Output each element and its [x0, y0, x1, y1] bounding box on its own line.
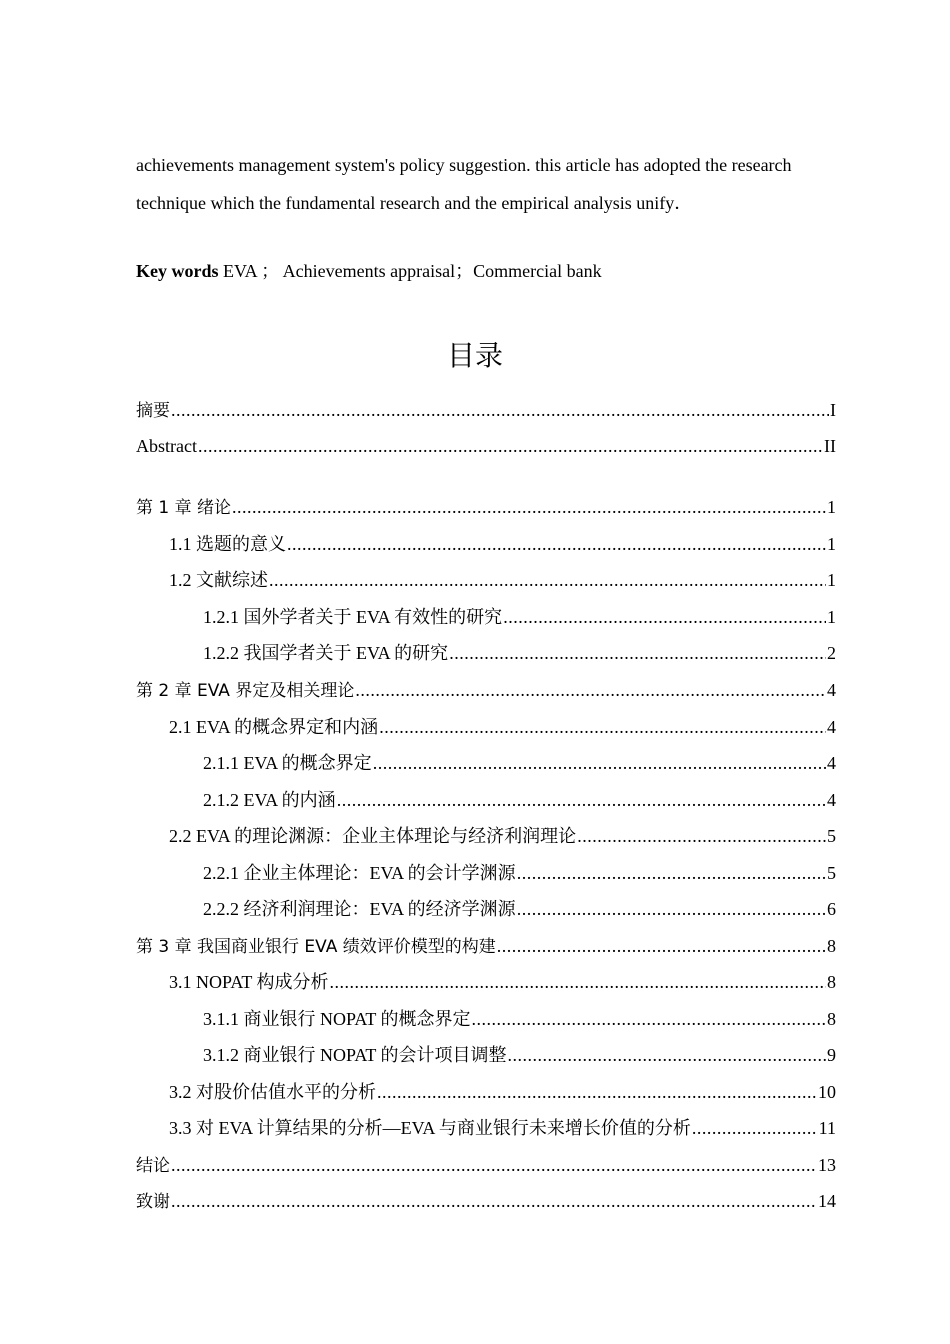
toc-page-number: 6	[827, 899, 836, 919]
toc-page-number: 4	[827, 790, 836, 810]
toc-dot-leader	[472, 1006, 826, 1032]
toc-dot-leader	[171, 397, 829, 423]
toc-dot-leader	[503, 604, 826, 630]
toc-entry-label: 1.2.2 我国学者关于 EVA 的研究	[203, 643, 449, 663]
toc-dot-leader	[379, 714, 826, 740]
toc-dot-leader	[337, 787, 826, 813]
toc-entry[interactable]	[203, 1042, 836, 1068]
toc-entry[interactable]	[169, 567, 836, 593]
keywords-text: EVA ； Achievements appraisal；Commercial bank	[218, 261, 602, 281]
toc-page-number: II	[824, 436, 836, 456]
toc-entry-label: 致谢	[136, 1192, 170, 1212]
toc-page-number: 8	[827, 936, 836, 956]
toc-entry-label: 3.2 对股价估值水平的分析	[169, 1082, 376, 1102]
toc-entry-label: 3.3 对 EVA 计算结果的分析—EVA 与商业银行未来增长价值的分析	[169, 1118, 691, 1138]
toc-entry-label: 3.1 NOPAT 构成分析	[169, 972, 329, 992]
toc-entry[interactable]	[203, 1006, 836, 1032]
toc-entry[interactable]	[203, 860, 836, 886]
toc-entry[interactable]	[136, 433, 836, 459]
toc-page-number: 4	[827, 680, 836, 700]
toc-page-number: 1	[827, 497, 836, 517]
abstract-line: technique which the fundamental research and the empirical analysis unify．	[136, 193, 693, 213]
toc-page-number: 5	[827, 863, 836, 883]
toc-page-number: 8	[827, 1009, 836, 1029]
toc-entry[interactable]	[169, 1115, 836, 1141]
toc-entry[interactable]	[169, 823, 836, 849]
toc-page-number: 4	[827, 753, 836, 773]
toc-dot-leader	[171, 1152, 817, 1178]
toc-entry[interactable]	[136, 397, 836, 423]
toc-dot-leader	[330, 969, 826, 995]
toc-entry[interactable]	[203, 604, 836, 630]
toc-entry-label: 2.2 EVA 的理论渊源：企业主体理论与经济利润理论	[169, 826, 577, 846]
toc-page-number: 13	[818, 1155, 836, 1175]
toc-page-number: 11	[818, 1118, 836, 1138]
toc-entry-label: 第 2 章 EVA 界定及相关理论	[136, 681, 355, 701]
toc-entry[interactable]	[169, 531, 836, 557]
toc-entry-label: 2.2.1 企业主体理论：EVA 的会计学渊源	[203, 863, 516, 883]
toc-entry-label: 2.2.2 经济利润理论：EVA 的经济学渊源	[203, 899, 516, 919]
toc-entry-label: Abstract	[136, 436, 197, 456]
toc-entry[interactable]	[203, 787, 836, 813]
toc-dot-leader	[171, 1188, 817, 1214]
toc-dot-leader	[517, 860, 826, 886]
toc-entry[interactable]	[203, 640, 836, 666]
toc-page-number: 2	[827, 643, 836, 663]
toc-dot-leader	[232, 494, 826, 520]
toc-dot-leader	[497, 933, 826, 959]
toc-entry[interactable]	[136, 677, 836, 703]
toc-entry-label: 2.1 EVA 的概念界定和内涵	[169, 717, 379, 737]
abstract-line: achievements management system's policy suggestion. this article has adopted the research	[136, 155, 792, 175]
toc-dot-leader	[692, 1115, 818, 1141]
toc-entry-label: 第 1 章 绪论	[136, 498, 232, 518]
toc-entry-label: 3.1.2 商业银行 NOPAT 的会计项目调整	[203, 1045, 507, 1065]
toc-page-number: 1	[827, 534, 836, 554]
toc-entry[interactable]	[203, 896, 836, 922]
toc-dot-leader	[377, 1079, 817, 1105]
abstract-paragraph	[136, 146, 836, 222]
toc-dot-leader	[287, 531, 826, 557]
toc-dot-leader	[355, 677, 826, 703]
toc-entry-label: 1.2.1 国外学者关于 EVA 有效性的研究	[203, 607, 503, 627]
toc-entry-label: 3.1.1 商业银行 NOPAT 的概念界定	[203, 1009, 471, 1029]
toc-page-number: 4	[827, 717, 836, 737]
toc-page-number: I	[830, 400, 836, 420]
toc-title: 目录	[446, 339, 503, 372]
toc-entry[interactable]	[169, 1079, 836, 1105]
toc-dot-leader	[198, 433, 823, 459]
toc-entry[interactable]	[169, 714, 836, 740]
toc-entry-label: 结论	[136, 1156, 170, 1176]
toc-page-number: 10	[818, 1082, 836, 1102]
toc-page-number: 9	[827, 1045, 836, 1065]
toc-entry[interactable]	[136, 1152, 836, 1178]
toc-entry-label: 1.1 选题的意义	[169, 534, 286, 554]
toc-entry-label: 2.1.2 EVA 的内涵	[203, 790, 336, 810]
toc-dot-leader	[577, 823, 826, 849]
toc-page-number: 14	[818, 1191, 836, 1211]
toc-page-number: 1	[827, 607, 836, 627]
toc-page-number: 8	[827, 972, 836, 992]
toc-dot-leader	[373, 750, 826, 776]
toc-entry[interactable]	[203, 750, 836, 776]
toc-dot-leader	[269, 567, 826, 593]
toc-entry[interactable]	[136, 494, 836, 520]
toc-entry[interactable]	[169, 969, 836, 995]
toc-dot-leader	[508, 1042, 826, 1068]
toc-dot-leader	[449, 640, 826, 666]
toc-entry-label: 第 3 章 我国商业银行 EVA 绩效评价模型的构建	[136, 937, 496, 957]
toc-page-number: 5	[827, 826, 836, 846]
toc-entry-label: 2.1.1 EVA 的概念界定	[203, 753, 372, 773]
toc-page-number: 1	[827, 570, 836, 590]
toc-entry-label: 摘要	[136, 401, 170, 421]
toc-entry-label: 1.2 文献综述	[169, 570, 268, 590]
keywords-label: Key words	[136, 261, 219, 281]
toc-entry[interactable]	[136, 933, 836, 959]
keywords-line	[136, 258, 836, 284]
toc-dot-leader	[517, 896, 826, 922]
toc-entry[interactable]	[136, 1188, 836, 1214]
